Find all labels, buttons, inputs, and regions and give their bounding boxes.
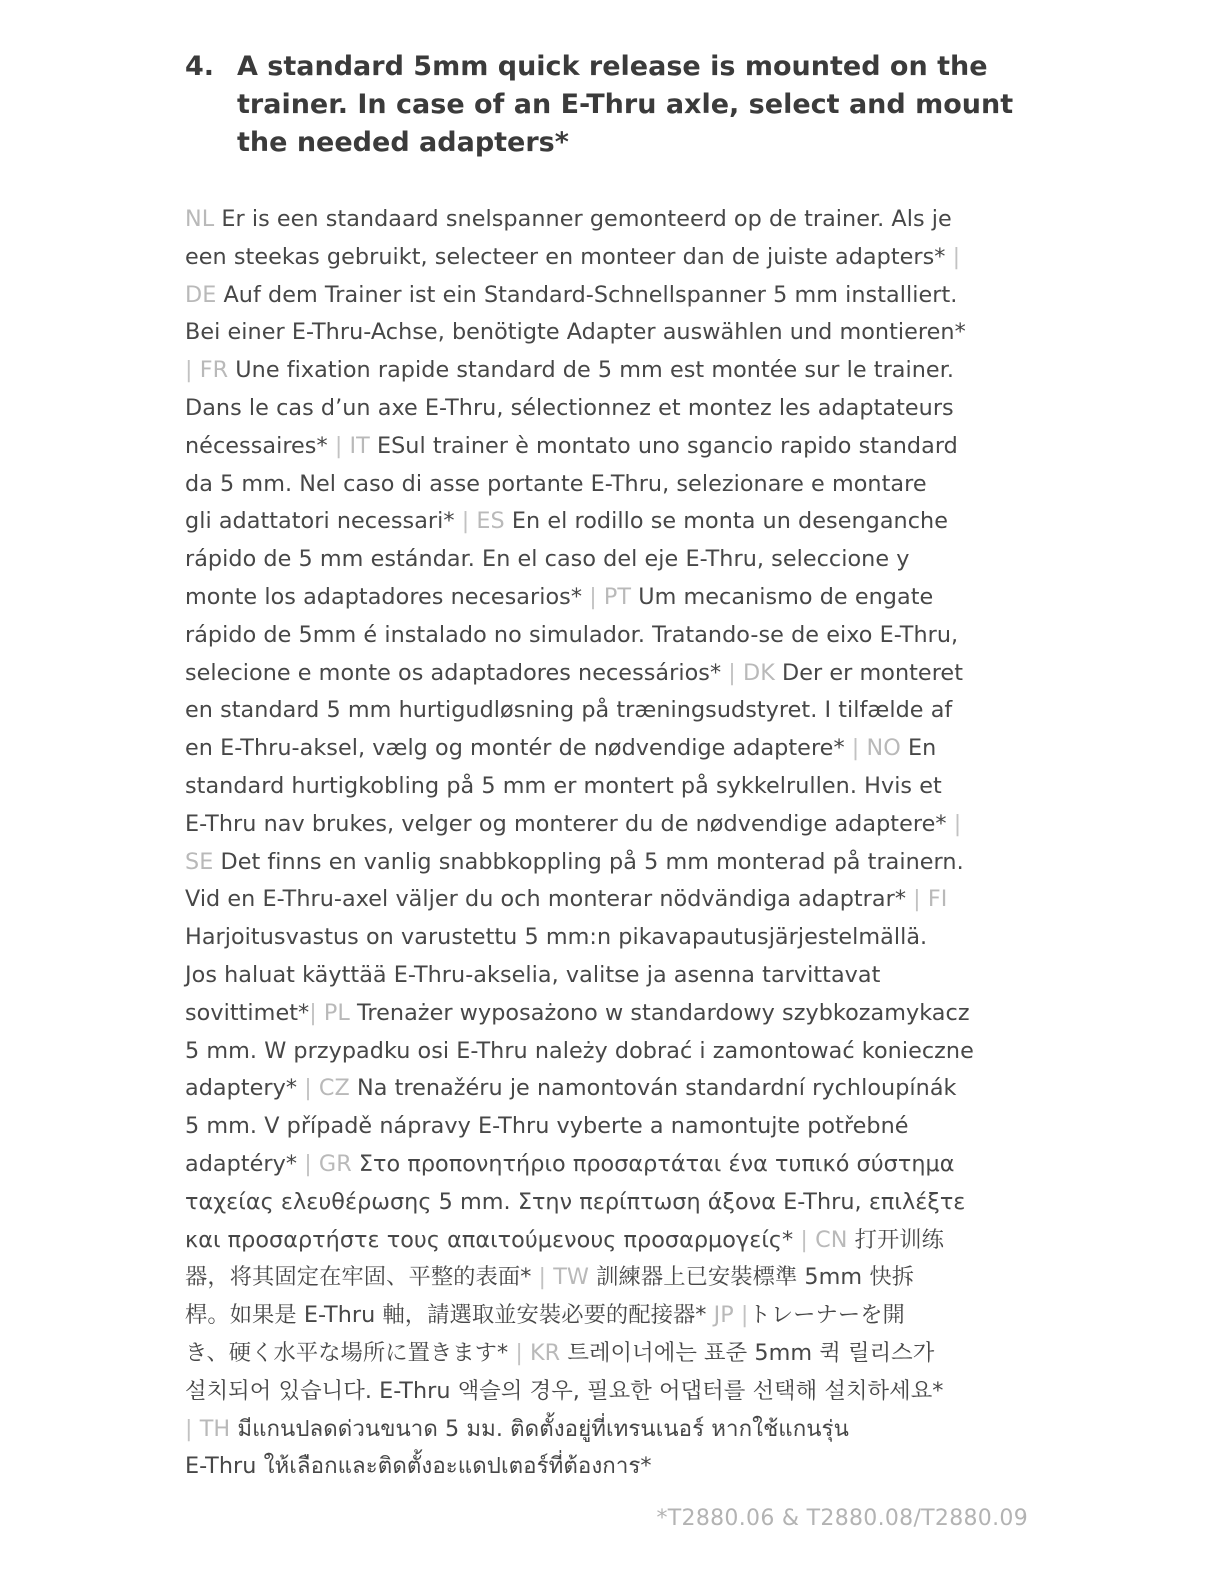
separator: | <box>185 357 193 384</box>
translation-text: Trenażer wyposażono w standardowy szybkozamykacz <box>349 999 970 1026</box>
language-code: TW <box>553 1264 590 1291</box>
translation-text: 트레이너에는 표준 5mm 퀵 릴리스가 <box>560 1339 935 1366</box>
translation-text: een steekas gebruikt, selecteer en monteer dan de juiste adapters* <box>185 243 953 270</box>
translation-text: E-Thru nav brukes, velger og monterer du de nødvendige adaptere* <box>185 810 954 837</box>
text-line <box>185 1184 1033 1222</box>
translation-text: En el rodillo se monta un desenganche <box>504 508 948 535</box>
translation-text: Na trenažéru je namontován standardní rychloupínák <box>349 1075 957 1102</box>
separator: | <box>728 659 736 686</box>
translation-text: ESul trainer è montato uno sgancio rapido standard <box>369 432 958 459</box>
translation-text <box>193 357 200 383</box>
translation-text: Jos haluat käyttää E-Thru-akselia, valitse ja asenna tarvittavat <box>185 961 881 988</box>
translation-text: 5 mm. W przypadku osi E-Thru należy dobrać i zamontować konieczne <box>185 1037 974 1064</box>
translation-text <box>312 1075 319 1101</box>
translation-text: Der er monteret <box>774 659 963 686</box>
translation-text: adaptery* <box>185 1075 305 1102</box>
text-line <box>185 201 1033 239</box>
translation-text: トレーナーを開 <box>748 1302 905 1329</box>
separator: | <box>913 886 921 913</box>
translation-text: standard hurtigkobling på 5 mm er montert på sykkelrullen. Hvis et <box>185 772 942 799</box>
language-code: DK <box>743 659 775 686</box>
text-line <box>185 314 1033 352</box>
separator: | <box>309 999 317 1026</box>
separator: | <box>851 735 860 762</box>
language-code: JP <box>713 1302 734 1329</box>
language-code: NL <box>185 206 215 232</box>
translation-text <box>921 886 928 912</box>
translation-text: Στο προπονητήριο προσαρτάται ένα τυπικό σύστημα <box>351 1150 955 1177</box>
translation-text: Harjoitusvastus on varustettu 5 mm:n pikavapautusjärjestelmällä. <box>185 924 928 951</box>
translation-text <box>312 1151 319 1177</box>
text-line <box>185 995 1033 1033</box>
text-line <box>185 428 1033 466</box>
text-line <box>185 1373 1033 1411</box>
text-line <box>185 730 1033 768</box>
text-line <box>185 692 1033 730</box>
translation-text: 5 mm. V případě nápravy E-Thru vyberte a namontujte potřebné <box>185 1113 909 1140</box>
language-code: TH <box>199 1415 231 1442</box>
translation-text: da 5 mm. Nel caso di asse portante E-Thru, selezionare e montare <box>185 470 927 497</box>
separator: | <box>461 508 470 535</box>
language-code: DE <box>185 281 217 308</box>
language-code: SE <box>185 848 214 875</box>
step-number: 4. <box>185 51 215 82</box>
translation-text: en E-Thru-aksel, vælg og montér de nødvendige adaptere* <box>185 735 852 762</box>
translation-text: adaptéry* <box>185 1150 305 1177</box>
footnote-product-codes: *T2880.06 & T2880.08/T2880.09 <box>656 1506 1028 1531</box>
translation-text: 器，将其固定在牢固、平整的表面* <box>185 1264 539 1291</box>
language-code: IT <box>349 432 370 459</box>
translation-text: 桿。如果是 E-Thru 軸，請選取並安裝必要的配接器* <box>185 1302 714 1329</box>
text-line <box>185 617 1033 655</box>
separator: | <box>304 1150 312 1177</box>
language-code: GR <box>318 1150 352 1177</box>
translation-text <box>736 660 743 686</box>
translation-text: Une fixation rapide standard de 5 mm est montée sur le trainer. <box>228 357 955 384</box>
separator: | <box>538 1264 547 1291</box>
text-line <box>185 1108 1033 1146</box>
translation-text: rápido de 5 mm estándar. En el caso del eje E-Thru, seleccione y <box>185 546 910 573</box>
text-line <box>185 844 1033 882</box>
text-line <box>185 1335 1033 1373</box>
text-line <box>185 1411 1033 1449</box>
language-code: PL <box>323 999 350 1026</box>
language-code: FI <box>927 886 948 913</box>
translation-text: gli adattatori necessari* <box>185 508 462 535</box>
translation-text <box>342 433 349 459</box>
text-line <box>185 352 1033 390</box>
translation-text: Auf dem Trainer ist ein Standard-Schnellspanner 5 mm installiert. <box>216 281 958 308</box>
text-line <box>185 957 1033 995</box>
language-code: KR <box>530 1339 561 1366</box>
text-line <box>185 806 1033 844</box>
language-code: ES <box>476 508 505 535</box>
text-line <box>185 1146 1033 1184</box>
separator: | <box>952 243 961 270</box>
language-code: NO <box>866 735 901 762</box>
translation-text: sovittimet* <box>185 999 310 1026</box>
step-heading-text: A standard 5mm quick release is mounted on the trainer. In case of an E-Thru axle, select and mount the needed adapters* <box>237 51 1014 158</box>
separator: | <box>304 1075 312 1102</box>
translation-text: και προσαρτήστε τους απαιτούμενους προσαρμογείς* <box>185 1226 801 1253</box>
separator: | <box>740 1302 749 1329</box>
text-line <box>185 655 1033 693</box>
text-line <box>185 1259 1033 1297</box>
translation-text <box>523 1340 530 1366</box>
translation-text: 訓練器上已安裝標準 5mm 快拆 <box>589 1264 915 1291</box>
language-code: PT <box>603 583 632 610</box>
translation-text: มีแกนปลดด่วนขนาด 5 มม. ติดตั้งอยู่ที่เทรนเนอร์ หากใช้แกนรุ่น <box>230 1415 849 1442</box>
text-line <box>185 503 1033 541</box>
separator: | <box>589 583 597 610</box>
translation-text: Dans le cas d’un axe E-Thru, sélectionnez et montez les adaptateurs <box>185 394 954 421</box>
text-line <box>185 881 1033 919</box>
text-line <box>185 466 1033 504</box>
text-line <box>185 277 1033 315</box>
translation-text: En <box>900 735 937 762</box>
separator: | <box>515 1339 523 1366</box>
translation-text: Bei einer E-Thru-Achse, benötigte Adapter auswählen und montieren* <box>185 319 966 346</box>
translation-text: selecione e monte os adaptadores necessários* <box>185 659 729 686</box>
translation-text: 설치되어 있습니다. E-Thru 액슬의 경우, 필요한 어댑터를 선택해 설치하세요* <box>185 1377 944 1404</box>
text-line <box>185 541 1033 579</box>
translation-text: 打开训练 <box>847 1226 944 1253</box>
text-line <box>185 239 1033 277</box>
translation-text: rápido de 5mm é instalado no simulador. Tratando-se de eixo E-Thru, <box>185 621 959 648</box>
translation-text: Er is een standaard snelspanner gemonteerd op de trainer. Als je <box>214 206 952 232</box>
text-line <box>185 390 1033 428</box>
translation-text <box>734 1302 741 1328</box>
step-heading <box>185 48 1045 162</box>
translation-text <box>317 1000 324 1026</box>
language-code: FR <box>199 357 229 384</box>
translation-text: Um mecanismo de engate <box>631 583 934 610</box>
text-line <box>185 1222 1033 1260</box>
translation-text: en standard 5 mm hurtigudløsning på træningsudstyret. I tilfælde af <box>185 697 953 724</box>
separator: | <box>953 810 962 837</box>
text-line <box>185 919 1033 957</box>
translation-text: き、硬く水平な場所に置きます* <box>185 1339 516 1366</box>
translation-text: ταχείας ελευθέρωσης 5 mm. Στην περίπτωση άξονα E-Thru, επιλέξτε <box>185 1188 966 1215</box>
translation-text: E-Thru ให้เลือกและติดตั้งอะแดปเตอร์ที่ต้องการ* <box>185 1453 652 1480</box>
translation-text: monte los adaptadores necesarios* <box>185 583 590 610</box>
language-code: CZ <box>318 1075 350 1102</box>
text-line <box>185 1448 1033 1486</box>
text-line <box>185 579 1033 617</box>
translations-paragraph <box>185 201 1033 1486</box>
translation-text <box>193 1416 200 1442</box>
text-line <box>185 1033 1033 1071</box>
text-line <box>185 1070 1033 1108</box>
translation-text: Vid en E-Thru-axel väljer du och monterar nödvändiga adaptrar* <box>185 886 914 913</box>
translation-text <box>597 584 604 610</box>
separator: | <box>334 432 343 459</box>
text-line <box>185 768 1033 806</box>
separator: | <box>800 1226 808 1253</box>
separator: | <box>185 1415 193 1442</box>
translation-text: Det finns en vanlig snabbkoppling på 5 mm monterad på trainern. <box>213 848 964 875</box>
translation-text: nécessaires* <box>185 432 335 459</box>
text-line <box>185 1297 1033 1335</box>
language-code: CN <box>815 1226 848 1253</box>
